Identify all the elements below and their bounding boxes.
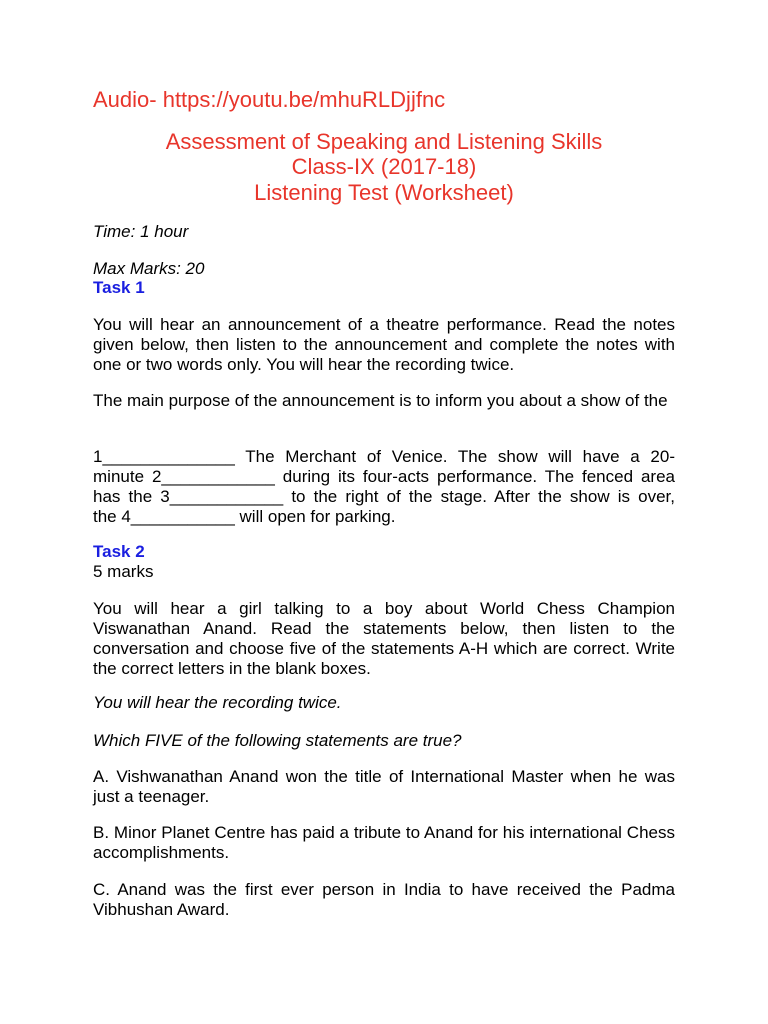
task-2-marks: 5 marks — [93, 562, 154, 581]
task-1-heading: Task 1 — [93, 278, 145, 297]
audio-link[interactable]: Audio- https://youtu.be/mhuRLDjjfnc — [93, 87, 446, 112]
task-1-fill-in-blanks — [93, 447, 675, 527]
max-marks-info: Max Marks: 20 — [93, 259, 205, 278]
task-2-question: Which FIVE of the following statements are true? — [93, 731, 462, 750]
task-2-heading: Task 2 — [93, 542, 145, 561]
blank-line-2: minute 2____________ during its four-acts performance. The fenced area — [93, 467, 675, 486]
title-line-2: Class-IX (2017-18) — [291, 154, 477, 179]
recording-note: You will hear the recording twice. — [93, 693, 342, 712]
task-1-instructions: You will hear an announcement of a theatre performance. Read the notes given below, then listen to the announcement and complete the notes with one or two words only. You will hear the recording twice. — [93, 315, 675, 374]
statement-b: B. Minor Planet Centre has paid a tribute to Anand for his international Chess accomplishments. — [93, 823, 675, 862]
time-info: Time: 1 hour — [93, 222, 189, 241]
blank-line-1: 1______________ The Merchant of Venice. The show will have a 20- — [93, 447, 675, 466]
statement-a: A. Vishwanathan Anand won the title of International Master when he was just a teenager. — [93, 767, 675, 806]
blank-line-4: the 4___________ will open for parking. — [93, 507, 396, 526]
task-2-instructions: You will hear a girl talking to a boy about World Chess Champion Viswanathan Anand. Read the statements below, then listen to the conversation and choose five of the statements A-H which are correct. Write the correct letters in the blank boxes. — [93, 599, 675, 678]
statement-c: C. Anand was the first ever person in India to have received the Padma Vibhushan Award. — [93, 880, 675, 919]
task-1-purpose: The main purpose of the announcement is to inform you about a show of the — [93, 391, 668, 410]
blank-line-3: has the 3____________ to the right of the stage. After the show is over, — [93, 487, 675, 506]
title-line-1: Assessment of Speaking and Listening Skills — [165, 129, 603, 154]
title-line-3: Listening Test (Worksheet) — [254, 180, 514, 205]
